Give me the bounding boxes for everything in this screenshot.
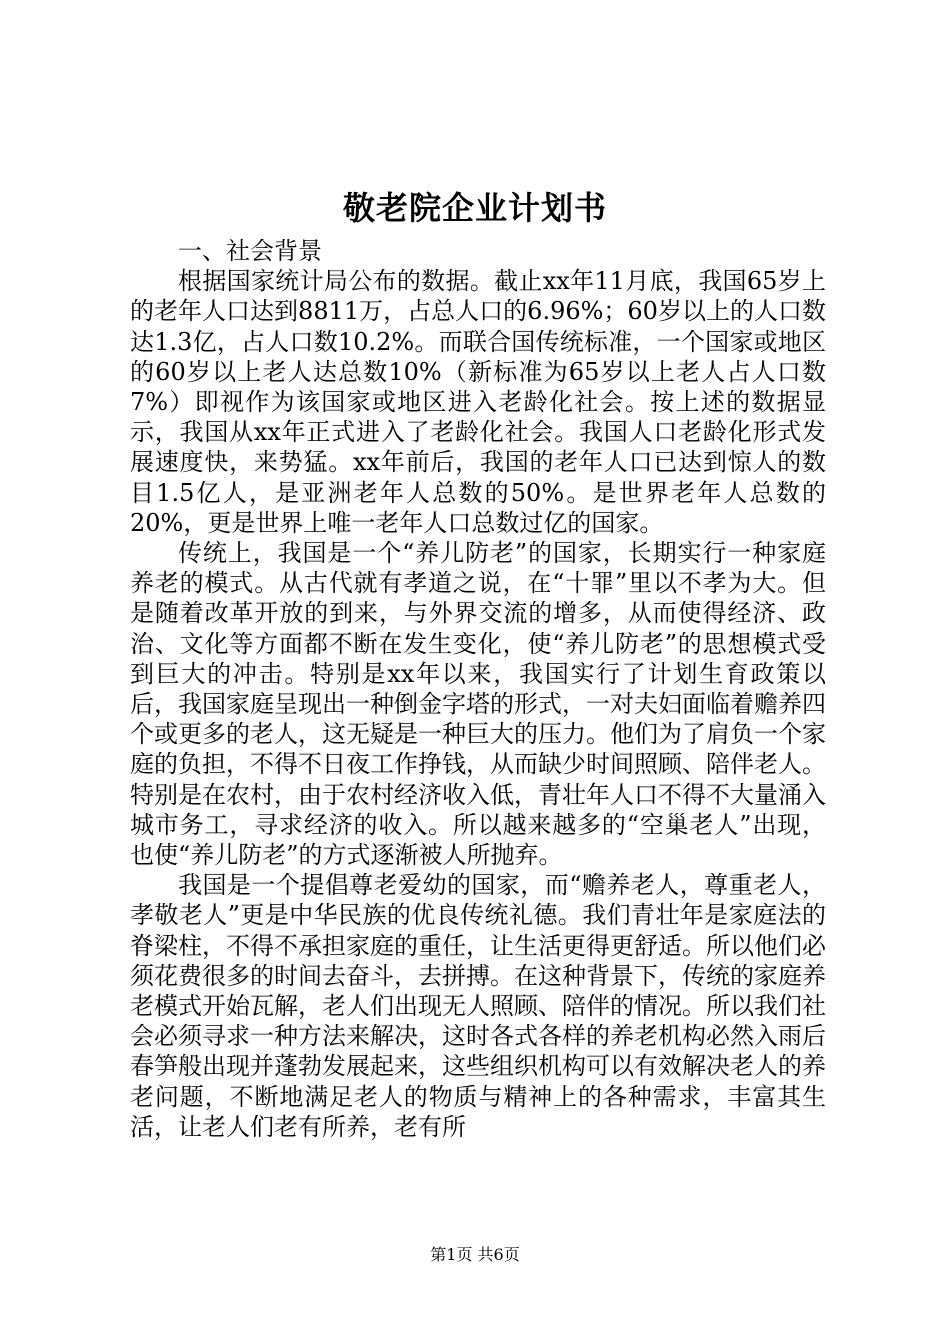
section-heading: 一、社会背景 — [178, 237, 322, 265]
page-footer: 第1页 共6页 — [430, 1245, 520, 1264]
paragraph-3: 我国是一个提倡尊老爱幼的国家，而“赡养老人，尊重老人，孝敬老人”更是中华民族的优良传统礼德。我们青壮年是家庭法的脊梁柱，不得不承担家庭的重任，让生活更得更舒适。所以他们必须花费很多的时间去奋斗，去拼搏。在这种背景下，传统的家庭养老模式开始瓦解，老人们出现无人照顾、陪伴的情况。所以我们社会必须寻求一种方法来解决，这时各式各样的养老机构必然入雨后春笋般出现并蓬勃发展起来，这些组织机构可以有效解决老人的养老问题，不断地满足老人的物质与精神上的各种需求，丰富其生活，让老人们老有所养，老有所 — [130, 871, 826, 1141]
document-title: 敬老院企业计划书 — [342, 189, 607, 227]
document-body — [130, 236, 826, 1142]
paragraph-2: 传统上，我国是一个“养儿防老”的国家，长期实行一种家庭养老的模式。从古代就有孝道之说，在“十罪”里以不孝为大。但是随着改革开放的到来，与外界交流的增多，从而使得经济、政治、文化等方面都不断在发生变化，使“养儿防老”的思想模式受到巨大的冲击。特别是xx年以来，我国实行了计划生育政策以后，我国家庭呈现出一种倒金字塔的形式，一对夫妇面临着赡养四个或更多的老人，这无疑是一种巨大的压力。他们为了肩负一个家庭的负担，不得不日夜工作挣钱，从而缺少时间照顾、陪伴老人。特别是在农村，由于农村经济收入低，青壮年人口不得不大量涌入城市务工，寻求经济的收入。所以越来越多的“空巢老人”出现，也使“养儿防老”的方式逐渐被人所抛弃。 — [130, 539, 826, 870]
paragraph-1: 根据国家统计局公布的数据。截止xx年11月底，我国65岁上的老年人口达到8811万，占总人口的6.96%；60岁以上的人口数达1.3亿，占人口数10.2%。而联合国传统标准，一个国家或地区的60岁以上老人达总数10%（新标准为65岁以上老人占人口数7%）即视作为该国家或地区进入老龄化社会。按上述的数据显示，我国从xx年正式进入了老龄化社会。我国人口老龄化形式发展速度快，来势猛。xx年前后，我国的老年人口已达到惊人的数目1.5亿人，是亚洲老年人总数的50%。是世界老年人总数的20%，更是世界上唯一老年人口总数过亿的国家。 — [130, 267, 826, 537]
